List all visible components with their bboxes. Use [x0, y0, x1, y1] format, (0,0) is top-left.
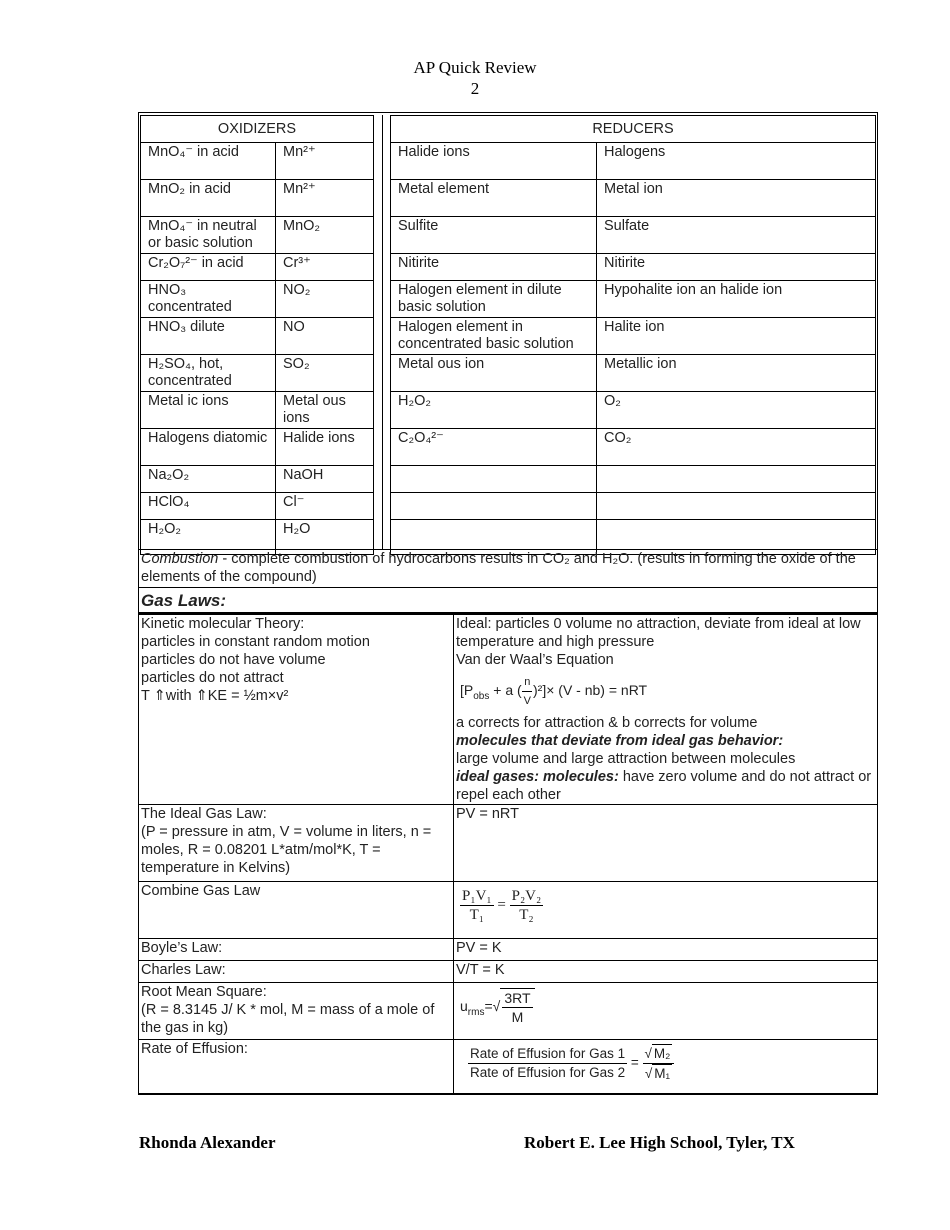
- law-detail: (R = 8.3145 J/ K * mol, M = mass of a mole of the gas in kg): [141, 1002, 435, 1036]
- table-row: [141, 217, 374, 254]
- charles-law-cell: Charles Law:: [139, 961, 454, 983]
- reactant-cell: Metal element: [391, 180, 597, 217]
- product-cell: Mn²⁺: [276, 180, 374, 217]
- product-cell: Hypohalite ion an halide ion: [597, 281, 876, 318]
- product-cell: Cl⁻: [276, 493, 374, 520]
- page-title: AP Quick Review: [413, 58, 537, 77]
- kinetic-line: T ⇑with ⇑KE = ½m×v²: [141, 688, 289, 704]
- product-cell: O₂: [597, 392, 876, 429]
- product-cell: Metal ous ions: [276, 392, 374, 429]
- reactant-cell: MnO₄⁻ in neutral or basic solution: [141, 217, 276, 254]
- table-row: [391, 355, 876, 392]
- table-row: [391, 466, 876, 493]
- table-row: [141, 355, 374, 392]
- law-name: Root Mean Square:: [141, 984, 267, 1000]
- reactant-cell: Metal ous ion: [391, 355, 597, 392]
- table-row: [391, 493, 876, 520]
- reactant-cell: Nitirite: [391, 254, 597, 281]
- reactant-cell: Metal ic ions: [141, 392, 276, 429]
- reactant-cell: HNO₃ concentrated: [141, 281, 276, 318]
- law-detail: (P = pressure in atm, V = volume in liters, n = moles, R = 0.08201 L*atm/mol*K, T = temperature in Kelvins): [141, 824, 432, 876]
- gas-laws-title: Gas Laws:: [139, 587, 877, 614]
- product-cell: Halite ion: [597, 318, 876, 355]
- reactant-cell: H₂O₂: [391, 392, 597, 429]
- reactant-cell: Sulfite: [391, 217, 597, 254]
- page-number: 2: [470, 79, 480, 98]
- kinetic-theory-cell: [139, 615, 454, 805]
- product-cell: Cr³⁺: [276, 254, 374, 281]
- oxidizers-table: [140, 115, 374, 555]
- reactant-cell: H₂SO₄, hot, concentrated: [141, 355, 276, 392]
- table-row: [141, 143, 374, 180]
- kinetic-line: particles do not have volume: [141, 652, 326, 668]
- deviate-label: molecules that deviate from ideal gas behavior:: [456, 733, 784, 749]
- combined-gas-law-cell: Combine Gas Law: [139, 882, 454, 939]
- table-row: [141, 254, 374, 281]
- product-cell: NaOH: [276, 466, 374, 493]
- reactant-cell: C₂O₄²⁻: [391, 429, 597, 466]
- ideal-description: Ideal: particles 0 volume no attraction, deviate from ideal at low temperature and high pressure: [456, 616, 861, 650]
- table-row: [141, 429, 374, 466]
- combined-gas-law-formula: $\frac{\text{P₁V₁}}{\text{T₁}}$ = $\frac{\text{P₂V₂}}{\text{T₂}}$: [454, 882, 878, 939]
- ideal-gas-cell: [454, 615, 878, 805]
- table-divider: [382, 115, 383, 549]
- product-cell: Metal ion: [597, 180, 876, 217]
- boyles-law-cell: Boyle’s Law:: [139, 939, 454, 961]
- combustion-term: Combustion: [141, 551, 219, 567]
- vdw-title: Van der Waal’s Equation: [456, 652, 614, 668]
- reactant-cell: HNO₃ dilute: [141, 318, 276, 355]
- table-row: [391, 281, 876, 318]
- rms-cell: [139, 983, 454, 1040]
- product-cell: NO: [276, 318, 374, 355]
- footer-author: Rhonda Alexander: [139, 1133, 276, 1152]
- combustion-note: [139, 549, 877, 587]
- reactant-cell: [391, 466, 597, 493]
- table-row: [141, 466, 374, 493]
- table-row: [141, 180, 374, 217]
- table-row: [141, 318, 374, 355]
- page-header: [0, 57, 950, 99]
- gas-laws-table: [138, 614, 878, 1094]
- vdw-equation: [$P_{obs} + a$ ( $\frac{n}{V}$ )²]× (V - nb) = nRT: [460, 673, 875, 710]
- product-cell: SO₂: [276, 355, 374, 392]
- reducers-rows: [391, 143, 876, 555]
- reactant-cell: Cr₂O₇²⁻ in acid: [141, 254, 276, 281]
- reactant-cell: HClO₄: [141, 493, 276, 520]
- table-row: [391, 318, 876, 355]
- product-cell: MnO₂: [276, 217, 374, 254]
- product-cell: Sulfate: [597, 217, 876, 254]
- kinetic-line: particles in constant random motion: [141, 634, 370, 650]
- product-cell: Halide ions: [276, 429, 374, 466]
- reactant-cell: MnO₄⁻ in acid: [141, 143, 276, 180]
- rms-formula: $u_{rms}=√$ $\frac{3RT}{M}$: [454, 983, 878, 1040]
- table-row: [391, 429, 876, 466]
- product-cell: Mn²⁺: [276, 143, 374, 180]
- reactant-cell: Halogens diatomic: [141, 429, 276, 466]
- reactant-cell: MnO₂ in acid: [141, 180, 276, 217]
- boyles-law-formula: PV = K: [454, 939, 878, 961]
- product-cell: Metallic ion: [597, 355, 876, 392]
- product-cell: Nitirite: [597, 254, 876, 281]
- ideal-gas-law-formula: PV = nRT: [454, 805, 878, 882]
- reactant-cell: Halogen element in dilute basic solution: [391, 281, 597, 318]
- product-cell: NO₂: [276, 281, 374, 318]
- table-row: [141, 281, 374, 318]
- deviate-text: large volume and large attraction between molecules: [456, 751, 796, 767]
- table-row: [391, 254, 876, 281]
- table-row: [141, 493, 374, 520]
- product-cell: H₂O: [276, 520, 374, 555]
- reducers-table: [390, 115, 876, 555]
- reactant-cell: H₂O₂: [141, 520, 276, 555]
- table-row: [391, 217, 876, 254]
- combustion-text: - complete combustion of hydrocarbons results in CO₂ and H₂O. (results in forming the oxide of the elements of the compound): [141, 551, 856, 585]
- law-name: The Ideal Gas Law:: [141, 806, 267, 822]
- effusion-cell: Rate of Effusion:: [139, 1040, 454, 1094]
- reactant-cell: Na₂O₂: [141, 466, 276, 493]
- product-cell: Halogens: [597, 143, 876, 180]
- kinetic-line: particles do not attract: [141, 670, 284, 686]
- reactant-cell: Halide ions: [391, 143, 597, 180]
- product-cell: [597, 466, 876, 493]
- table-row: [391, 143, 876, 180]
- oxidizers-rows: [141, 143, 374, 555]
- footer-school: Robert E. Lee High School, Tyler, TX: [524, 1133, 795, 1152]
- table-row: [391, 180, 876, 217]
- reactant-cell: [391, 493, 597, 520]
- effusion-formula: $\frac{\text{Rate of Effusion for Gas 1}}{\text{Rate of Effusion for Gas 2}}$ = $\frac{\text{√ M₂}}{\text{√ M₁}}$: [454, 1040, 878, 1094]
- product-cell: [597, 493, 876, 520]
- ideal-gas-law-cell: [139, 805, 454, 882]
- ideal-gases-note: ideal gases: molecules: have zero volume and do not attract or repel each other: [456, 769, 872, 803]
- product-cell: CO₂: [597, 429, 876, 466]
- reactant-cell: Halogen element in concentrated basic solution: [391, 318, 597, 355]
- reducers-heading: REDUCERS: [391, 116, 876, 143]
- oxidizers-heading: OXIDIZERS: [141, 116, 374, 143]
- table-row: [391, 392, 876, 429]
- table-row: [141, 392, 374, 429]
- charles-law-formula: V/T = K: [454, 961, 878, 983]
- vdw-note: a corrects for attraction & b corrects for volume: [456, 715, 758, 731]
- kinetic-line: Kinetic molecular Theory:: [141, 616, 305, 632]
